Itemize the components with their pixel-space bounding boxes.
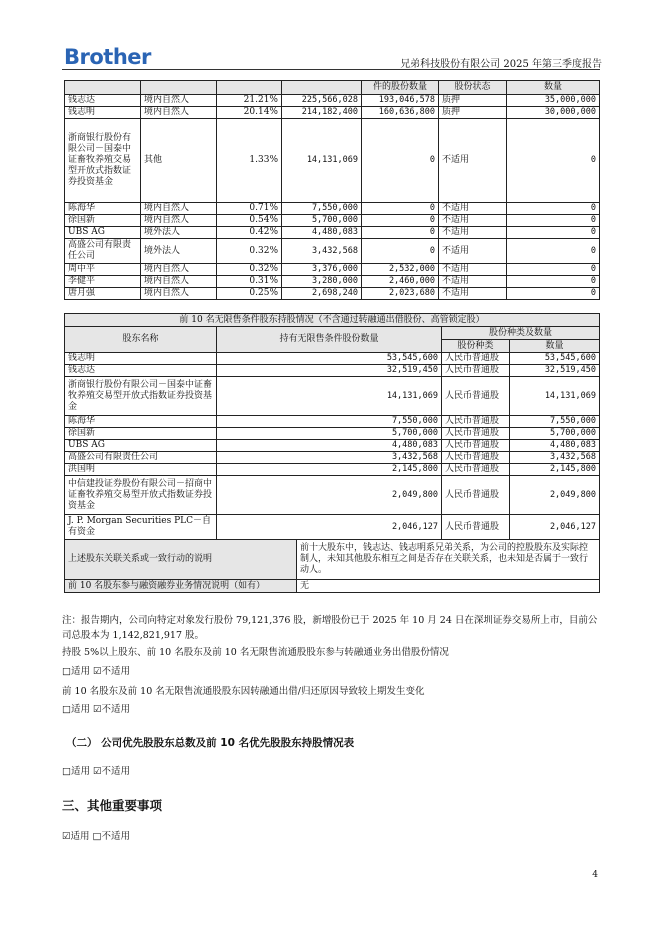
cell-qty: 0 [507, 203, 600, 215]
cell-status: 质押 [439, 95, 507, 107]
cell-pct: 21.21% [217, 95, 282, 107]
table-row [65, 377, 600, 416]
cell-qty: 0 [507, 227, 600, 239]
cell-name: 钱志明 [65, 353, 217, 365]
cell-type: 境外法人 [141, 227, 217, 239]
cell-type: 境外法人 [141, 239, 217, 264]
cell-shares: 3,432,568 [217, 452, 442, 464]
cell-pct: 0.25% [217, 288, 282, 300]
table-row [65, 119, 600, 203]
table-row [65, 416, 600, 428]
cell-type: 境内自然人 [141, 288, 217, 300]
cell-shares: 2,698,240 [282, 288, 362, 300]
cell-kind: 人民币普通股 [442, 476, 510, 515]
table-row [65, 452, 600, 464]
cell-shares: 3,432,568 [282, 239, 362, 264]
cell-restricted: 193,046,578 [362, 95, 439, 107]
cell-qty: 0 [507, 264, 600, 276]
cell-name: 高盛公司有限责任公司 [65, 239, 141, 264]
col-qty: 数量 [510, 340, 600, 353]
page-number: 4 [592, 870, 598, 880]
cell-shares: 32,519,450 [217, 365, 442, 377]
cell-shares: 5,700,000 [217, 428, 442, 440]
cell-name: UBS AG [65, 440, 217, 452]
cell-name: 洪国明 [65, 464, 217, 476]
table-row [65, 353, 600, 365]
cell-status: 不适用 [439, 227, 507, 239]
cell-name: 浙商银行股份有限公司－国泰中证畜牧养殖交易型开放式指数证券投资基金 [65, 377, 217, 416]
report-title: 兄弟科技股份有限公司 2025 年第三季度报告 [400, 59, 602, 70]
related-label: 上述股东关联关系或一致行动的说明 [65, 540, 297, 580]
other-matters-checkbox[interactable]: ☑适用 □不适用 [62, 831, 131, 842]
cell-qty: 35,000,000 [507, 95, 600, 107]
cell-kind: 人民币普通股 [442, 452, 510, 464]
cell-kind: 人民币普通股 [442, 377, 510, 416]
cell-shares: 7,550,000 [282, 203, 362, 215]
cell-status: 质押 [439, 107, 507, 119]
cell-qty: 0 [507, 119, 600, 203]
cell-qty: 2,046,127 [510, 515, 600, 540]
cell-name: 徐国新 [65, 428, 217, 440]
col-kind: 股份种类 [442, 340, 510, 353]
unrestricted-shareholders-table [64, 313, 600, 593]
margin-text: 无 [297, 580, 600, 593]
cell-name: 高盛公司有限责任公司 [65, 452, 217, 464]
cell-name: 浙商银行股份有限公司－国泰中证畜牧养殖交易型开放式指数证券投资基金 [65, 119, 141, 203]
table-row [65, 264, 600, 276]
cell-qty: 7,550,000 [510, 416, 600, 428]
cell-type: 境内自然人 [141, 95, 217, 107]
cell-qty: 3,432,568 [510, 452, 600, 464]
cell-shares: 2,049,800 [217, 476, 442, 515]
cell-status: 不适用 [439, 239, 507, 264]
cell-name: 钱志达 [65, 365, 217, 377]
cell-qty: 0 [507, 239, 600, 264]
cell-shares: 7,550,000 [217, 416, 442, 428]
cell-shares: 214,182,400 [282, 107, 362, 119]
related-text: 前十大股东中，钱志达、钱志明系兄弟关系，为公司的控股股东及实际控制人，未知其他股东相互之间是否存在关联关系，也未知是否属于一致行动人。 [297, 540, 600, 580]
cell-kind: 人民币普通股 [442, 428, 510, 440]
cell-kind: 人民币普通股 [442, 464, 510, 476]
cell-pct: 0.54% [217, 215, 282, 227]
table-row [65, 276, 600, 288]
cell-qty: 2,145,800 [510, 464, 600, 476]
header-restricted: 件的股份数量 [362, 81, 439, 95]
cell-status: 不适用 [439, 215, 507, 227]
table-row [65, 365, 600, 377]
cell-restricted: 0 [362, 203, 439, 215]
cell-name: 钱志达 [65, 95, 141, 107]
cell-qty: 0 [507, 215, 600, 227]
cell-qty: 30,000,000 [507, 107, 600, 119]
cell-pct: 0.71% [217, 203, 282, 215]
cell-kind: 人民币普通股 [442, 416, 510, 428]
cell-shares: 3,280,000 [282, 276, 362, 288]
cell-name: 陈海华 [65, 416, 217, 428]
table-row [65, 107, 600, 119]
cell-restricted: 2,023,680 [362, 288, 439, 300]
cell-name: 唐月强 [65, 288, 141, 300]
cell-shares: 4,480,083 [217, 440, 442, 452]
table-row [65, 227, 600, 239]
cell-type: 境内自然人 [141, 276, 217, 288]
cell-qty: 0 [507, 276, 600, 288]
cell-shares: 14,131,069 [217, 377, 442, 416]
cell-status: 不适用 [439, 203, 507, 215]
table-row [65, 464, 600, 476]
cell-qty: 0 [507, 288, 600, 300]
cell-restricted: 2,532,000 [362, 264, 439, 276]
cell-qty: 5,700,000 [510, 428, 600, 440]
cell-restricted: 160,636,800 [362, 107, 439, 119]
cell-shares: 3,376,000 [282, 264, 362, 276]
brother-logo: Brother [64, 45, 151, 69]
cell-type: 境内自然人 [141, 203, 217, 215]
table-row [65, 440, 600, 452]
top10-shareholders-table [64, 80, 600, 300]
cell-name: 陈海华 [65, 203, 141, 215]
cell-shares: 2,046,127 [217, 515, 442, 540]
cell-name: 李健平 [65, 276, 141, 288]
col-shares: 持有无限售条件股份数量 [217, 327, 442, 353]
cell-status: 不适用 [439, 288, 507, 300]
table-row [65, 239, 600, 264]
cell-pct: 0.32% [217, 264, 282, 276]
cell-shares: 14,131,069 [282, 119, 362, 203]
cell-shares: 4,480,083 [282, 227, 362, 239]
cell-name: UBS AG [65, 227, 141, 239]
cell-name: J. P. Morgan Securities PLC－自有资金 [65, 515, 217, 540]
cell-restricted: 2,460,000 [362, 276, 439, 288]
cell-type: 境内自然人 [141, 215, 217, 227]
table-row [65, 515, 600, 540]
cell-pct: 0.32% [217, 239, 282, 264]
change-checkbox[interactable]: □适用 ☑不适用 [62, 704, 131, 715]
margin-label: 前 10 名股东参与融资融券业务情况说明（如有） [65, 580, 297, 593]
table-row [65, 95, 600, 107]
cell-kind: 人民币普通股 [442, 365, 510, 377]
cell-restricted: 0 [362, 239, 439, 264]
cell-qty: 4,480,083 [510, 440, 600, 452]
cell-status: 不适用 [439, 264, 507, 276]
unrestricted-title: 前 10 名无限售条件股东持股情况（不含通过转融通出借股份、高管锁定股） [65, 314, 600, 327]
cell-pct: 1.33% [217, 119, 282, 203]
cell-qty: 2,049,800 [510, 476, 600, 515]
table-row [65, 203, 600, 215]
cell-type: 境内自然人 [141, 107, 217, 119]
cell-type: 境内自然人 [141, 264, 217, 276]
cell-shares: 225,566,028 [282, 95, 362, 107]
header-status: 股份状态 [439, 81, 507, 95]
cell-restricted: 0 [362, 215, 439, 227]
cell-status: 不适用 [439, 119, 507, 203]
cell-name: 中信建投证券股份有限公司－招商中证畜牧养殖交易型开放式指数证券投资基金 [65, 476, 217, 515]
cell-qty: 53,545,600 [510, 353, 600, 365]
table-row [65, 428, 600, 440]
header-qty: 数量 [507, 81, 600, 95]
cell-shares: 5,700,000 [282, 215, 362, 227]
header-divider [62, 69, 600, 70]
cell-name: 钱志明 [65, 107, 141, 119]
cell-name: 周中平 [65, 264, 141, 276]
change-paragraph: 前 10 名股东及前 10 名无限售流通股股东因转融通出借/归还原因导致较上期发生变化 [62, 686, 425, 697]
lending-checkbox[interactable]: □适用 ☑不适用 [62, 666, 131, 677]
cell-pct: 0.31% [217, 276, 282, 288]
table-row [65, 476, 600, 515]
cell-qty: 32,519,450 [510, 365, 600, 377]
table-row [65, 288, 600, 300]
cell-pct: 20.14% [217, 107, 282, 119]
cell-kind: 人民币普通股 [442, 440, 510, 452]
cell-restricted: 0 [362, 119, 439, 203]
preferred-shares-heading: （二） 公司优先股股东总数及前 10 名优先股股东持股情况表 [66, 737, 355, 749]
cell-status: 不适用 [439, 276, 507, 288]
preferred-checkbox[interactable]: □适用 ☑不适用 [62, 766, 131, 777]
cell-shares: 2,145,800 [217, 464, 442, 476]
cell-kind: 人民币普通股 [442, 353, 510, 365]
cell-kind: 人民币普通股 [442, 515, 510, 540]
lending-paragraph: 持股 5%以上股东、前 10 名股东及前 10 名无限售流通股股东参与转融通业务出借股份情况 [62, 647, 449, 658]
cell-qty: 14,131,069 [510, 377, 600, 416]
table-row [65, 215, 600, 227]
cell-type: 其他 [141, 119, 217, 203]
cell-name: 徐国新 [65, 215, 141, 227]
cell-pct: 0.42% [217, 227, 282, 239]
note-paragraph: 注：报告期内，公司向特定对象发行股份 79,121,376 股，新增股份已于 2025 年 10 月 24 日在深圳证券交易所上市，目前公司总股本为 1,142,821,917 股。 [62, 615, 598, 641]
col-kind-group: 股份种类及数量 [442, 327, 600, 340]
other-matters-heading: 三、其他重要事项 [62, 798, 163, 813]
col-name: 股东名称 [65, 327, 217, 353]
cell-restricted: 0 [362, 227, 439, 239]
cell-shares: 53,545,600 [217, 353, 442, 365]
